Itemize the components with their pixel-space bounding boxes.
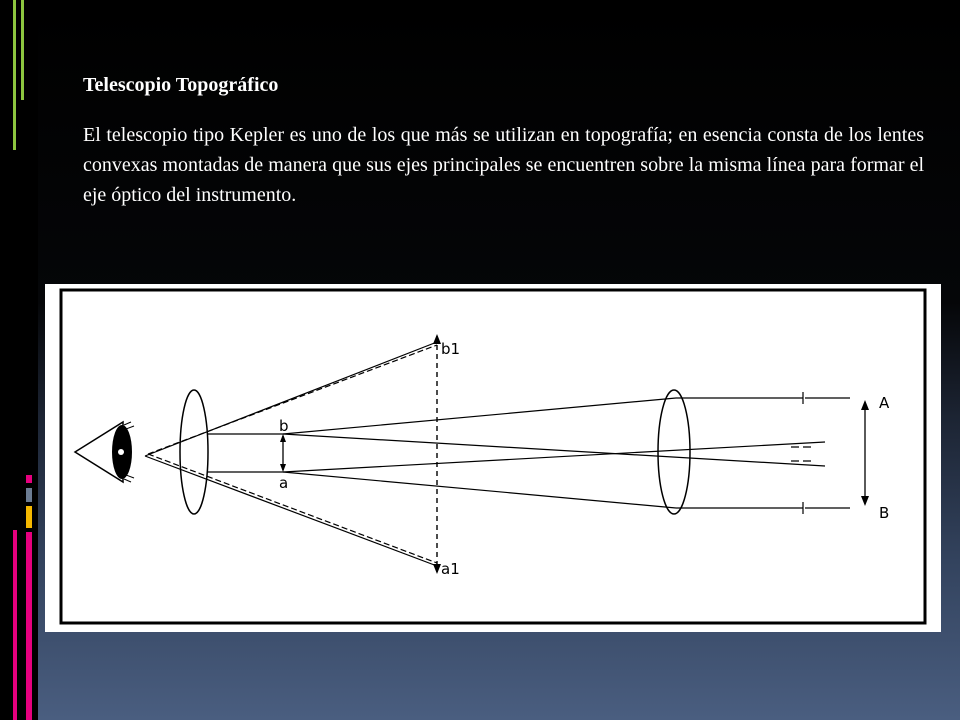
stripe-green-top <box>13 0 16 150</box>
optical-rays <box>145 342 850 566</box>
label-a1: a1 <box>441 560 460 578</box>
label-b: b <box>279 417 289 435</box>
label-A: A <box>879 394 890 412</box>
telescope-diagram <box>45 284 941 632</box>
label-B: B <box>879 504 890 522</box>
stripe-magenta-2 <box>13 530 17 720</box>
stripe-magenta-3 <box>26 532 32 720</box>
virtual-image-arrow-top <box>280 434 286 442</box>
diagram-border <box>61 290 925 623</box>
eyepiece-lens <box>180 390 208 514</box>
stripe-gray <box>26 488 32 502</box>
slide-text <box>83 70 924 210</box>
object-arrow-top <box>861 400 869 410</box>
stripe-green-top-2 <box>21 0 24 100</box>
virtual-image-arrow-bottom <box>280 464 286 472</box>
eye-icon <box>75 422 134 482</box>
object-arrow-bottom <box>861 496 869 506</box>
diagram-svg <box>45 284 941 632</box>
stripe-yellow <box>26 506 32 528</box>
slide-title: Telescopio Topográfico <box>83 74 279 96</box>
image-plane-arrow-bottom <box>433 564 441 574</box>
stripe-magenta-1 <box>26 475 32 483</box>
slide-body: El telescopio tipo Kepler es uno de los que más se utilizan en topografía; en esencia consta de los lentes convexas montadas de manera que sus ejes principales se encuentren sobre la misma línea para formar el eje óptico del instrumento. <box>83 124 924 206</box>
objective-lens <box>658 390 690 514</box>
label-a: a <box>279 474 289 492</box>
image-plane-arrow-top <box>433 334 441 344</box>
label-b1: b1 <box>441 340 461 358</box>
left-decorative-strip <box>0 0 38 720</box>
